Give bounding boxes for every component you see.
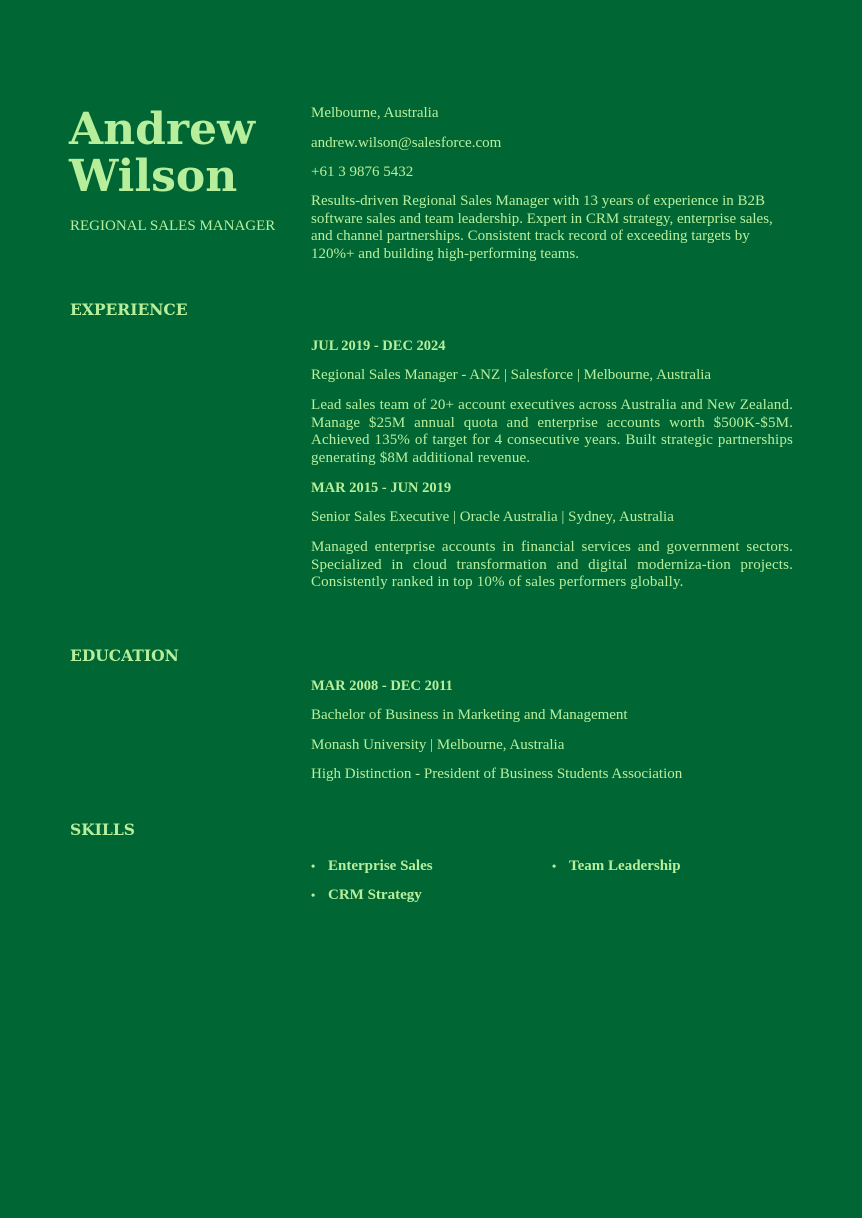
bullet-icon: • xyxy=(311,888,316,902)
bullet-icon: • xyxy=(552,859,557,873)
education-honors: High Distinction - President of Business Students Association xyxy=(311,766,683,782)
section-heading-skills: SKILLS xyxy=(70,820,135,839)
professional-summary: Results-driven Regional Sales Manager with 13 years of experience in B2B software sales and team leadership. Expert in CRM strategy, enterprise sales, and channel partnerships. Consistent track record of exceeding targets by 120%+ and building high-performing teams. xyxy=(311,193,773,262)
last-name: Wilson xyxy=(69,151,238,202)
contact-email[interactable]: andrew.wilson@salesforce.com xyxy=(311,135,502,151)
candidate-name xyxy=(69,106,255,200)
experience-dates: MAR 2015 - JUN 2019 xyxy=(311,480,452,496)
job-title: REGIONAL SALES MANAGER xyxy=(70,218,276,234)
section-heading-education: EDUCATION xyxy=(70,646,179,665)
experience-description: Lead sales team of 20+ account executives across Australia and New Zealand. Manage $25M annual quota and enterprise accounts worth $500K-$5M. Achieved 135% of target for 4 consecutive years. Built strategic partnerships generating $8M additional revenue. xyxy=(311,397,793,466)
bullet-icon: • xyxy=(311,859,316,873)
experience-role: Senior Sales Executive | Oracle Australia | Sydney, Australia xyxy=(311,509,674,525)
skill-item xyxy=(552,858,681,875)
skill-label: Enterprise Sales xyxy=(328,858,433,874)
skill-item xyxy=(311,858,433,875)
education-school: Monash University | Melbourne, Australia xyxy=(311,737,565,753)
skill-item xyxy=(311,887,422,904)
education-dates: MAR 2008 - DEC 2011 xyxy=(311,678,453,694)
education-degree: Bachelor of Business in Marketing and Management xyxy=(311,707,628,723)
first-name: Andrew xyxy=(69,104,255,155)
experience-description: Managed enterprise accounts in financial services and government sectors. Specialized in cloud transformation and digital moderniza-tion projects. Consistently ranked in top 10% of sales performers globally. xyxy=(311,539,793,591)
contact-phone: +61 3 9876 5432 xyxy=(311,164,414,180)
experience-dates: JUL 2019 - DEC 2024 xyxy=(311,338,446,354)
experience-role: Regional Sales Manager - ANZ | Salesforce | Melbourne, Australia xyxy=(311,367,712,383)
skill-label: CRM Strategy xyxy=(328,887,422,903)
section-heading-experience: EXPERIENCE xyxy=(70,300,188,319)
skill-label: Team Leadership xyxy=(569,858,681,874)
contact-location: Melbourne, Australia xyxy=(311,105,439,121)
